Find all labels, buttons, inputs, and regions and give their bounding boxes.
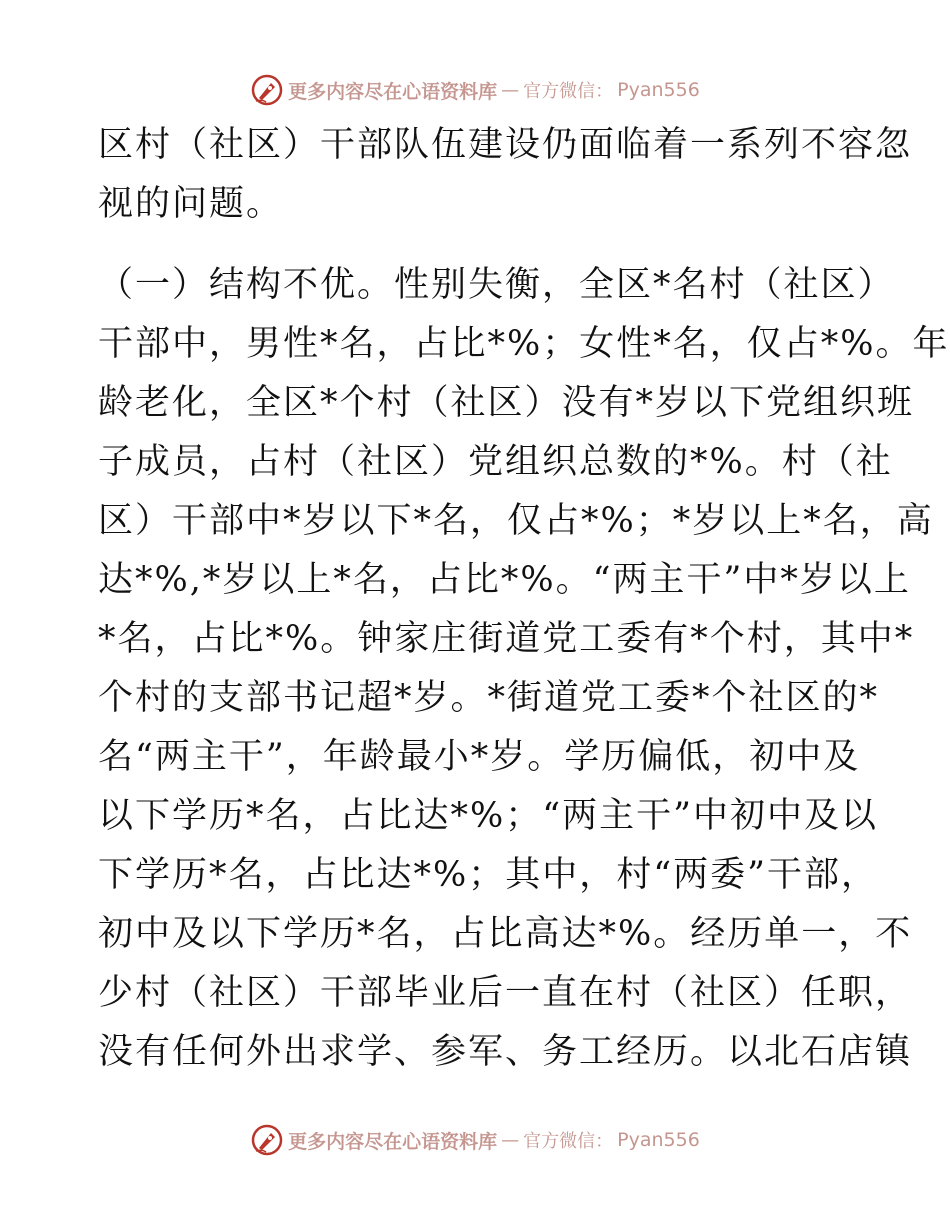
text-line: 少村（社区）干部毕业后一直在村（社区）任职， bbox=[98, 973, 913, 1013]
pen-nib-logo-icon bbox=[250, 73, 284, 107]
text-line: 以下学历*名，占比达*%；“两主干”中初中及以 bbox=[98, 796, 879, 836]
watermark-account: Pyan556 bbox=[617, 1129, 700, 1151]
watermark-dash: — bbox=[501, 1129, 520, 1151]
text-line: 干部中，男性*名，占比*%；女性*名，仅占*%。年 bbox=[98, 324, 950, 364]
watermark-account: Pyan556 bbox=[617, 79, 700, 101]
watermark-wechat-label: 官方微信： bbox=[523, 81, 614, 102]
text-line: 区村（社区）干部队伍建设仍面临着一系列不容忽 bbox=[98, 125, 913, 165]
text-line: 下学历*名，占比达*%；其中，村“两委”干部， bbox=[98, 855, 879, 895]
text-line: （一）结构不优。性别失衡，全区*名村（社区） bbox=[98, 265, 895, 305]
paragraph-intro bbox=[98, 116, 913, 234]
header-watermark bbox=[0, 70, 950, 110]
text-line: *名，占比*%。钟家庄街道党工委有*个村，其中* bbox=[98, 619, 915, 659]
watermark-title: 更多内容尽在心语资料库 bbox=[288, 1130, 498, 1153]
text-line: 子成员，占村（社区）党组织总数的*%。村（社 bbox=[98, 442, 893, 482]
text-line: 名“两主干”，年龄最小*岁。学历偏低，初中及 bbox=[98, 737, 861, 777]
text-line: 个村的支部书记超*岁。*街道党工委*个社区的* bbox=[98, 678, 880, 718]
text-line: 龄老化，全区*个村（社区）没有*岁以下党组织班 bbox=[98, 383, 915, 423]
text-line: 初中及以下学历*名，占比高达*%。经历单一，不 bbox=[98, 914, 913, 954]
watermark-wechat-label: 官方微信： bbox=[523, 1131, 614, 1152]
watermark-title: 更多内容尽在心语资料库 bbox=[288, 80, 498, 103]
document-body bbox=[98, 116, 950, 1082]
footer-watermark bbox=[0, 1120, 950, 1160]
pen-nib-logo-icon bbox=[250, 1123, 284, 1157]
text-line: 没有任何外出求学、参军、务工经历。以北石店镇 bbox=[98, 1032, 913, 1072]
paragraph-structure bbox=[98, 256, 950, 1082]
watermark-dash: — bbox=[501, 79, 520, 101]
text-line: 达*%,*岁以上*名，占比*%。“两主干”中*岁以上 bbox=[98, 560, 911, 600]
text-line: 视的问题。 bbox=[98, 184, 284, 224]
text-line: 区）干部中*岁以下*名，仅占*%；*岁以上*名，高 bbox=[98, 501, 934, 541]
